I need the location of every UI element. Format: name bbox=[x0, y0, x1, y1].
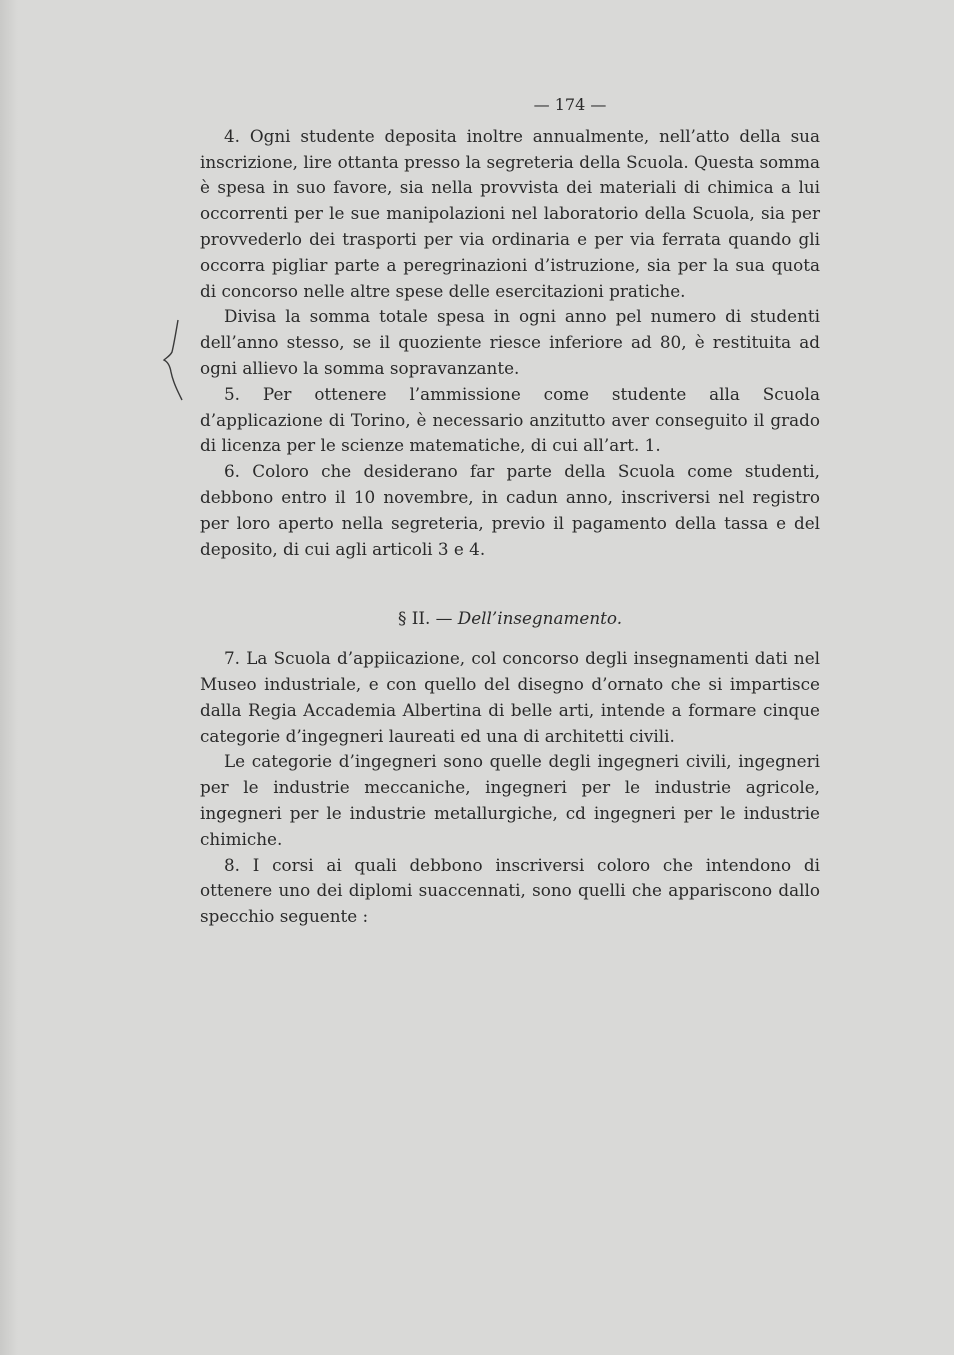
article-7: 7. La Scuola d’appiicazione, col concorso degli insegnamenti dati nel Museo industriale, e con quello del disegno d’ornato che si impartisce dalla Regia Accademia Albertina di belle arti, intende a formare cinque categorie d’ingegneri laureati ed una di architetti civili. bbox=[200, 648, 820, 746]
handwritten-brace-mark bbox=[160, 318, 200, 402]
section-title: Dell’insegnamento. bbox=[457, 608, 623, 629]
page-number: — 174 — bbox=[533, 95, 607, 114]
show-through-reverse-text bbox=[200, 960, 820, 1180]
section-mark: § II. bbox=[397, 608, 431, 629]
section-heading bbox=[200, 606, 820, 632]
article-6: 6. Coloro che desiderano far parte della Scuola come studenti, debbono entro il 10 novembre, in cadun anno, inscriversi nel registro per loro aperto nella segreteria, previo il pagamento della tassa e del deposito, di cui agli articoli 3 e 4. bbox=[200, 461, 820, 559]
article-7-continued: Le categorie d’ingegneri sono quelle degli ingegneri civili, ingegneri per le industrie meccaniche, ingegneri per le industrie agricole, ingegneri per le industrie metallurgiche, cd ingegneri per le industrie chimiche. bbox=[200, 751, 820, 849]
article-8: 8. I corsi ai quali debbono inscriversi coloro che intendono di ottenere uno dei diplomi suaccennati, sono quelli che appariscono dallo specchio seguente : bbox=[200, 854, 820, 927]
scan-edge-shadow bbox=[0, 0, 18, 1355]
page-text bbox=[200, 92, 820, 930]
article-5: 5. Per ottenere l’ammissione come studente alla Scuola d’applicazione di Torino, è necessario anzitutto aver conseguito il grado di licenza per le scienze matematiche, di cui all’art. 1. bbox=[200, 383, 820, 456]
section-dash: — bbox=[435, 608, 453, 629]
article-4-continued: Divisa la somma totale spesa in ogni anno pel numero di studenti dell’anno stesso, se il quoziente riesce inferiore ad 80, è restituita ad ogni allievo la somma sopravanzante. bbox=[200, 306, 820, 378]
article-4: 4. Ogni studente deposita inoltre annualmente, nell’atto della sua inscrizione, lire ottanta presso la segreteria della Scuola. Questa somma è spesa in suo favore, sia nella provvista dei materiali di chimica a lui occorrenti per le sue manipolazioni nel laboratorio della Scuola, sia per provvederlo dei trasporti per via ordinaria e per via ferrata quando gli occorra pigliar parte a peregrinazioni d’istruzione, sia per la sua quota di concorso nelle altre spese delle esercitazioni pratiche. bbox=[200, 125, 820, 301]
